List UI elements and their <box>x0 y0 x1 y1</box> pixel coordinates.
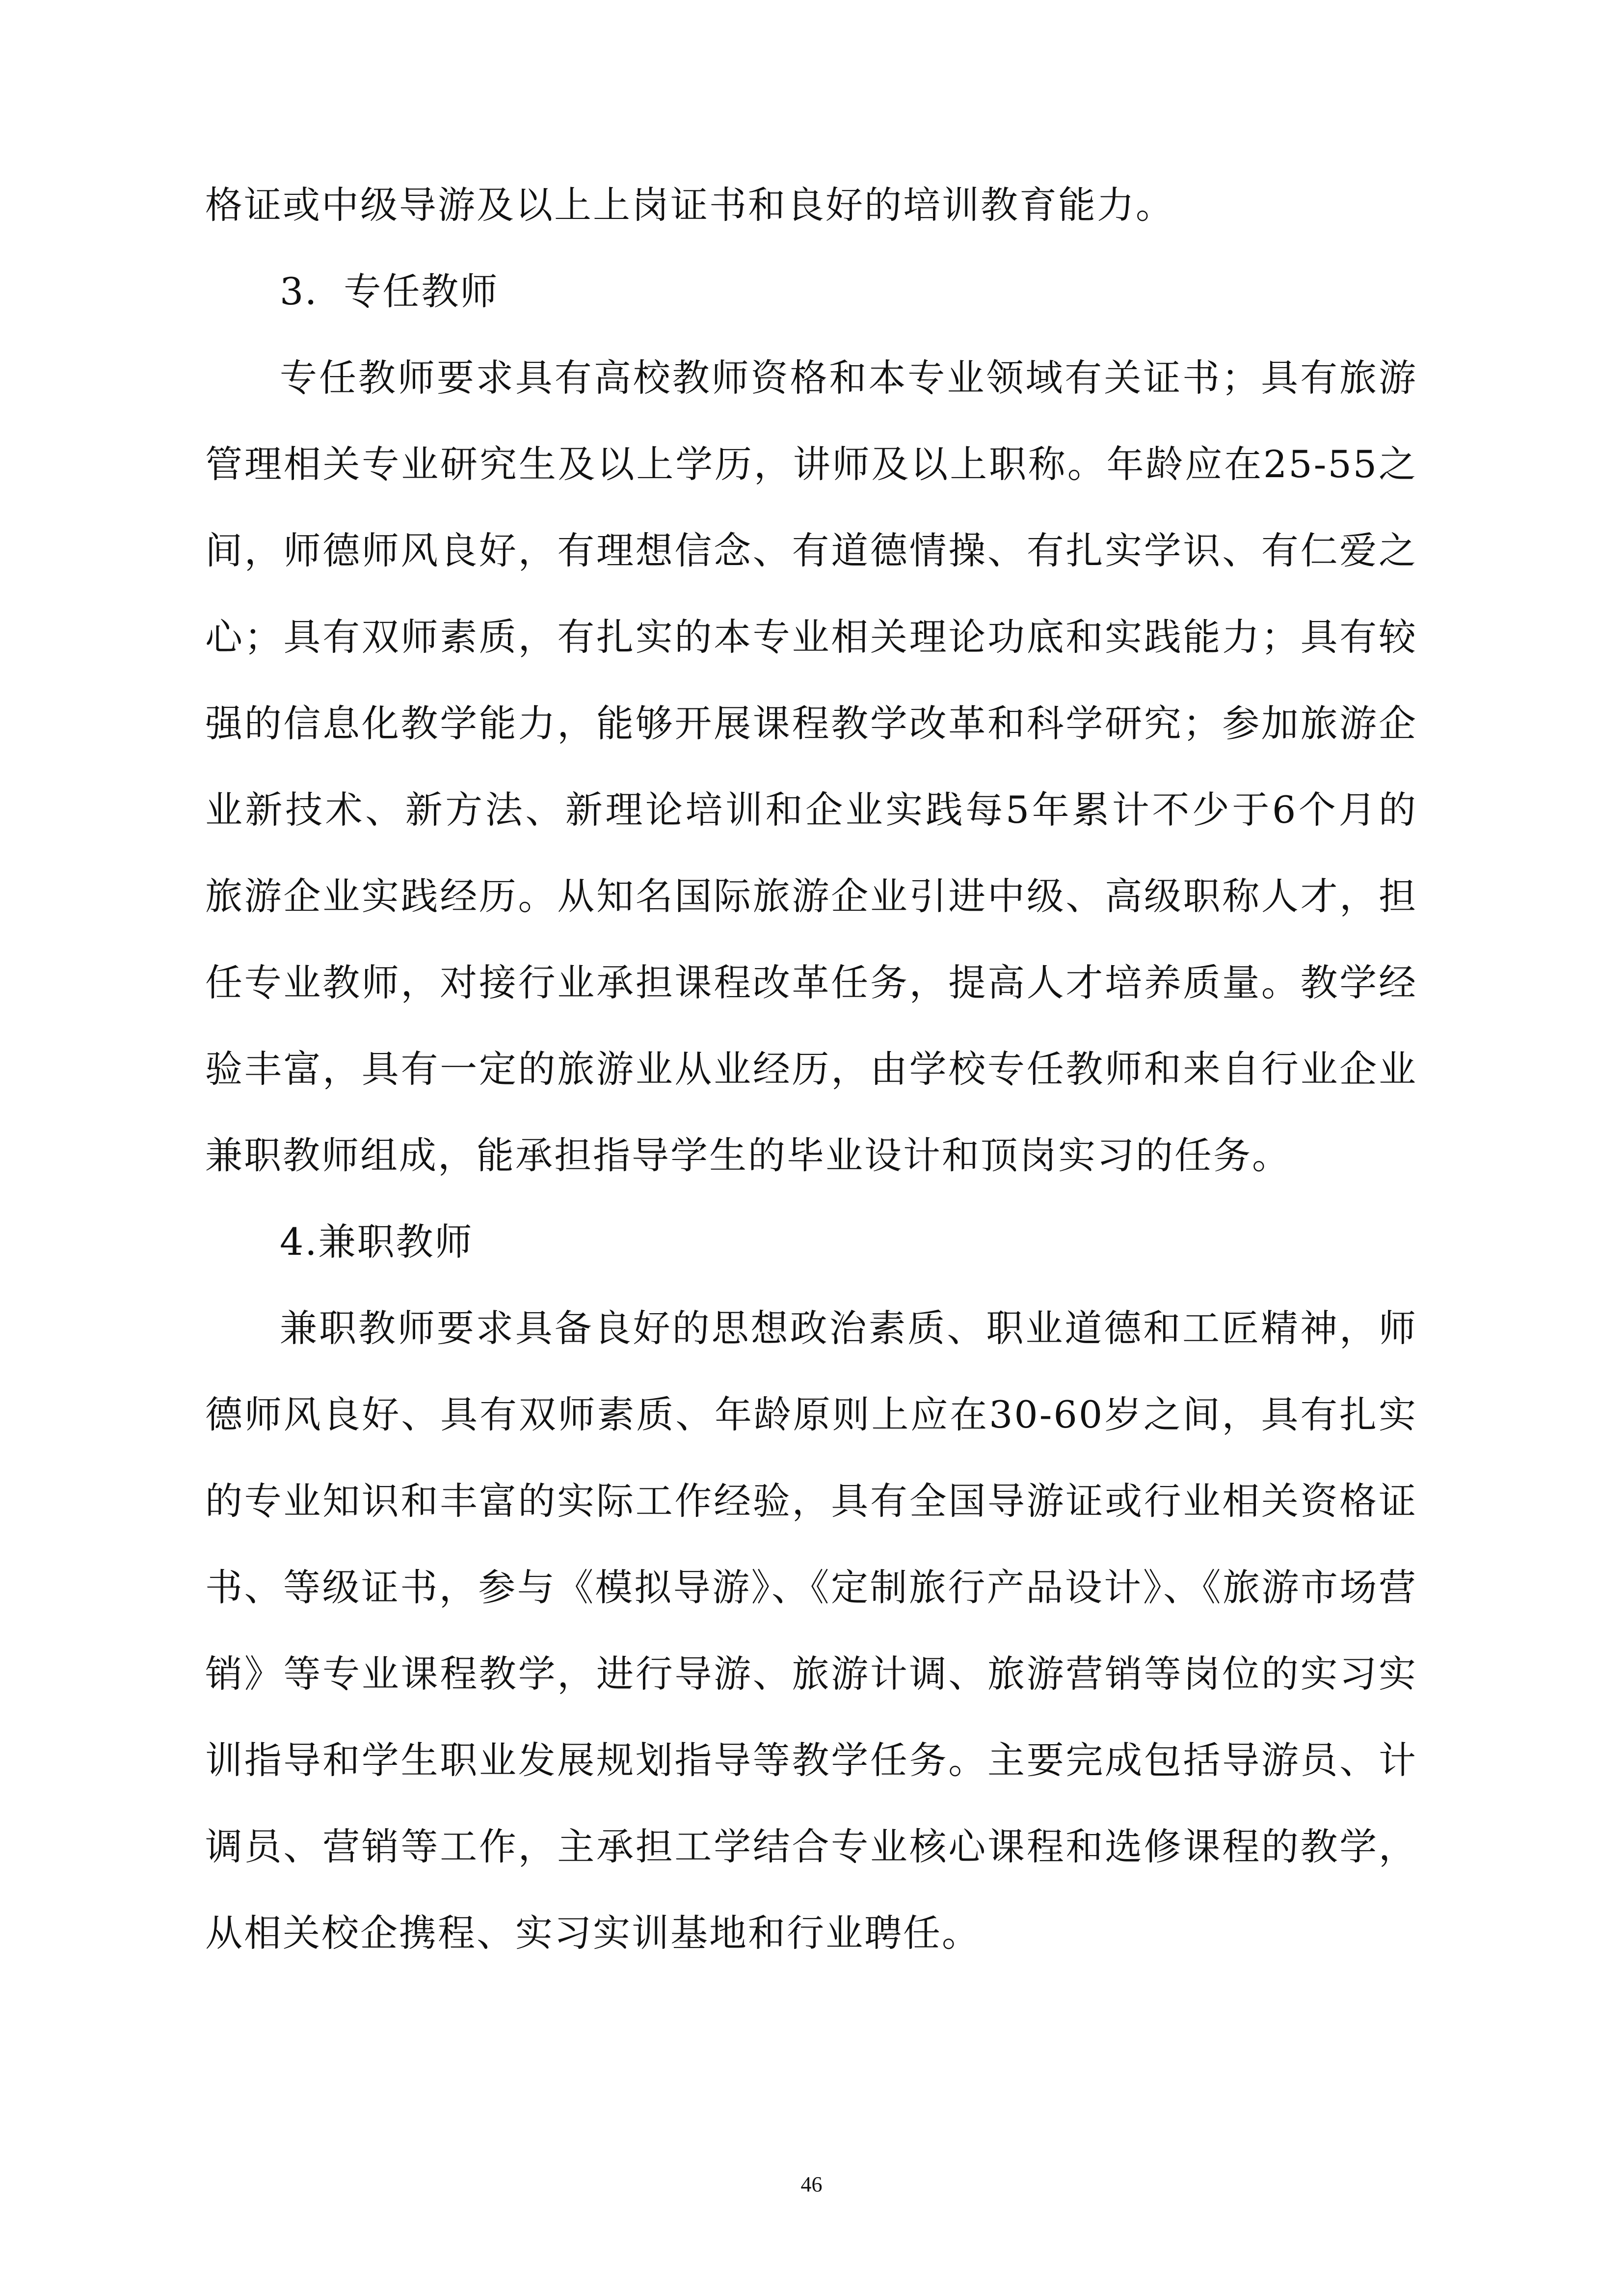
intro-tail-paragraph: 格证或中级导游及以上上岗证书和良好的培训教育能力。 <box>205 183 1174 227</box>
page-content <box>205 162 1417 1976</box>
fulltime-teacher-paragraph: 专任教师要求具有高校教师资格和本专业领域有关证书；具有旅游管理相关专业研究生及以上学历，讲师及以上职称。年龄应在25-55之间，师德师风良好，有理想信念、有道德情操、有扎实学识、有仁爱之心；具有双师素质，有扎实的本专业相关理论功底和实践能力；具有较强的信息化教学能力，能够开展课程教学改革和科学研究；参加旅游企业新技术、新方法、新理论培训和企业实践每5年累计不少于6个月的旅游企业实践经历。从知名国际旅游企业引进中级、高级职称人才，担任专业教师，对接行业承担课程改革任务，提高人才培养质量。教学经验丰富，具有一定的旅游业从业经历，由学校专任教师和来自行业企业兼职教师组成，能承担指导学生的毕业设计和顶岗实习的任务。 <box>205 356 1417 1177</box>
parttime-teacher-heading: 4.兼职教师 <box>280 1220 474 1264</box>
parttime-teacher-paragraph: 兼职教师要求具备良好的思想政治素质、职业道德和工匠精神，师德师风良好、具有双师素质、年龄原则上应在30-60岁之间，具有扎实的专业知识和丰富的实际工作经验，具有全国导游证或行业相关资格证书、等级证书，参与《模拟导游》、《定制旅行产品设计》、《旅游市场营销》等专业课程教学，进行导游、旅游计调、旅游营销等岗位的实习实训指导和学生职业发展规划指导等教学任务。主要完成包括导游员、计调员、营销等工作，主承担工学结合专业核心课程和选修课程的教学，从相关校企携程、实习实训基地和行业聘任。 <box>205 1306 1417 1955</box>
fulltime-teacher-heading: 3．专任教师 <box>280 270 499 313</box>
page-number: 46 <box>800 2172 823 2196</box>
